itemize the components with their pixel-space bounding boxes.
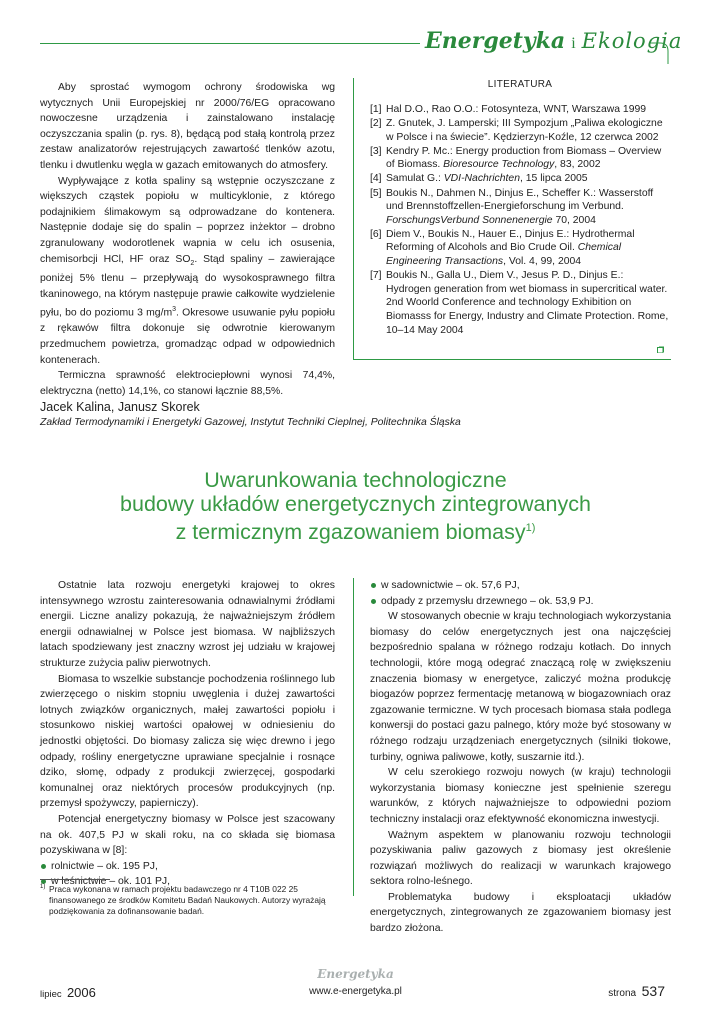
literature-heading: LITERATURA [487, 79, 553, 90]
column-divider-bottom [353, 578, 354, 896]
paragraph: Ważnym aspektem w planowaniu rozwoju technologii pozyskiwania paliw gazowych z biomasy jest określenie rozwiązań możliwych do realizacji w warunkach krajowego sektora rolno-leśnego. [370, 829, 671, 888]
list-item: rolnictwie – ok. 195 PJ, [40, 859, 335, 875]
bullet-list [370, 578, 671, 609]
title-line: z termicznym zgazowaniem biomasy$^{1)}$ [175, 520, 536, 545]
reference-details: , 83, 2002 [554, 159, 601, 171]
list-item: odpady z przemysłu drzewnego – ok. 53,9 PJ. [370, 594, 671, 610]
paragraph: Biomasa to wszelkie substancje pochodzenia roślinnego lub zwierzęcego o niskim stopniu uwęglenia i dużej zawartości lotnych związków organicznych, małej zawartości popiołu i stosunkowo niskiej wartości opałowej w odniesieniu do jednostki objętości. Do biomasy zalicza się więc drewno i jego odpady, rośliny energetyczne uprawiane specjalnie i rosnące dziko, słomę, odpady z produkcji zwierzęcej, gospodarki komunalnej oraz niektórych procesów produkcyjnych (np. przemysł spożywczy, papierniczy). [40, 673, 335, 810]
reference-details: , Vol. 4, 99, 2004 [503, 256, 582, 268]
footer-logo: Energetyka [317, 967, 394, 981]
header-rule [40, 43, 420, 44]
reference-details: , 15 lipca 2005 [519, 173, 588, 185]
issue-date: lipiec 2006 [40, 985, 96, 1000]
reference-text: Boukis N., Dahmen N., Dinjus E., Scheffer K.: Wasserstoff und Brennstoffzellen-Energieforschung im Verbund. [386, 187, 654, 213]
reference-item [370, 269, 670, 337]
brand-word-ekologia: Ekologia [581, 29, 683, 53]
paragraph: Potencjał energetyczny biomasy w Polsce jest szacowany na ok. 407,5 PJ w skali roku, na co składa się biomasa pozyskiwana w [8]: [40, 813, 335, 857]
list-item: w leśnictwie – ok. 101 PJ, [40, 874, 335, 890]
footnote-rule [40, 879, 110, 880]
article-title [40, 468, 671, 544]
reference-source: Bioresource Technology [443, 159, 555, 171]
footer-url[interactable]: www.e-energetyka.pl [309, 986, 402, 997]
article-affiliation: Zakład Termodynamiki i Energetyki Gazowej, Instytut Techniki Cieplnej, Politechnika Śląska [40, 417, 461, 428]
header-curve-decoration [650, 34, 680, 64]
reference-number: [2] [370, 118, 382, 130]
reference-item [370, 117, 670, 144]
references-box-bottom-rule [353, 359, 671, 360]
column-divider-top [353, 78, 354, 359]
paragraph: Aby sprostać wymogom ochrony środowiska wg wytycznych Unii Europejskiej nr 2000/76/EG opracowano nowoczesne urządzenia i zainstalowano instalację oczyszczania spalin (p. rys. 8), będącą pod stałą kontrolą przez zestaw analizatorów rejestrujących zawartość tlenków azotu, tlenku i dwutlenku węgla w gazach emitowanych do atmosfery. [40, 82, 335, 171]
reference-source: Chemical Engineering Transactions [386, 242, 622, 268]
article-column-right [370, 578, 671, 937]
paragraph: W stosowanych obecnie w kraju technologiach wykorzystania biomasy do celów energetycznych jest ona najczęściej bezpośrednio spalana w różnego rodzaju kotłach. Do innych technologii, które mogą odegrać znaczącą rolę w zwiększeniu znaczenia biomasy w energetyce, zaliczyć można produkcję biogazów poprzez fermentację metanową w biogazowniach oraz zgazowanie termiczne. W tych procesach biomasa stała podlega konwersji do postaci gazu palnego, który może być stosowany w różnego rodzaju urządzeniach energetycznych (silniki tłokowe, turbiny, ogniwa paliwowe, kotły, suszarnie itd.). [370, 611, 671, 763]
reference-item [370, 228, 670, 269]
footnote [40, 884, 335, 917]
reference-text: Boukis N., Galla U., Diem V., Jesus P. D., Dinjus E.: Hydrogen generation from wet biomass in supercritical water. 2nd Woorld Conference and technology Exhibition on Biomasss for Energy, Industry and Climate Protection. Rome, 10–14 May 2004 [386, 270, 669, 336]
reference-list [370, 103, 670, 338]
article-column-left [40, 578, 335, 890]
list-item: w sadownictwie – ok. 57,6 PJ, [370, 578, 671, 594]
footnote-mark: 1) [40, 884, 46, 890]
footnote-text: Praca wykonana w ramach projektu badawczego nr 4 T10B 022 25 finansowanego ze środków Komitetu Badań Naukowych. Autorzy wyrażają podziękowania za dofinansowanie badań. [49, 884, 326, 916]
reference-number: [6] [370, 228, 382, 240]
reference-text: Diem V., Boukis N., Hauer E., Dinjus E.: Hydrothermal Reforming of Alcohols and Bio Crude Oil. [386, 228, 635, 254]
title-line: Uwarunkowania technologiczne [204, 468, 507, 492]
reference-number: [4] [370, 173, 382, 185]
reference-number: [3] [370, 145, 382, 157]
title-line: budowy układów energetycznych zintegrowanych [120, 492, 591, 516]
reference-text: Z. Gnutek, J. Lamperski; III Sympozjum „Paliwa ekologiczne w Polsce i na świecie”. Kędzierzyn-Koźle, 12 czerwca 2002 [386, 118, 663, 143]
paragraph: Wypływające z kotła spaliny są wstępnie oczyszczane z większych cząstek popiołu w multicyklonie, z którego podajnikiem ślimakowym są odprowadzane do kontenera. Następnie dodaje się do spalin – poprzez inżektor – drobno zgranulowany wodorotlenek wapnia w celu ich osusenia, chemisorbcji HCl, HF oraz $SO_2$. Stąd spaliny – zawierające poniżej 5% tlenu – przepływają do wysokosprawnego filtra tkaninowego, na którym następuje prawie całkowite wydzielenie pyłu, bo do poziomu 3 $mg/m^3$. Okresowe usuwanie pyłu popiołu z rękawów filtra dokonuje się odwrotnie kierowanym przedmuchem powietrza, gromadząc odpad w odpowiednich kontenerach. [40, 175, 335, 366]
brand-and: i [571, 35, 576, 52]
continued-text-column [40, 80, 335, 399]
brand-word-energetyka: Energetyka [425, 28, 566, 54]
title-footnote-mark: 1) [525, 522, 536, 534]
paragraph: W celu szerokiego rozwoju nowych (w kraju) technologii wykorzystania biomasy konieczne jest spełnienie szeregu warunków, z których najważniejsze to odpowiedni poziom techniczny instalacji oraz efektywność ekonomiczna inwestycji. [370, 767, 671, 825]
reference-number: [1] [370, 104, 382, 115]
reference-item [370, 145, 670, 172]
reference-text: Kendry P. Mc.: Energy production from Biomass – Overview of Biomass. [386, 145, 662, 171]
page-number: strona 537 [608, 983, 665, 999]
paragraph: Problematyka budowy i eksploatacji układów energetycznych, zintegrowanych ze zgazowaniem biomasy jest bardzo złożona. [370, 891, 671, 935]
reference-number: [7] [370, 270, 382, 282]
reference-text: Samulat G.: [386, 173, 444, 185]
reference-source: ForschungsVerbund Sonnenenergie [386, 214, 553, 226]
journal-brand [425, 28, 682, 58]
reference-text: Hal D.O., Rao O.O.: Fotosynteza, WNT, Warszawa 1999 [386, 104, 647, 115]
reference-number: [5] [370, 187, 382, 199]
reference-item [370, 187, 670, 228]
reference-item [370, 172, 670, 186]
paragraph: Ostatnie lata rozwoju energetyki krajowej to okres intensywnego wzrostu zainteresowania odnawialnymi źródłami energii. Liczne analizy pokazują, że najważniejszym źródłem energii odnawialnej w Polsce jest biomasa. W najbliższych latach spodziewany jest znaczny wzrost jej udziału w krajowej strukturze zużycia paliw pierwotnych. [40, 580, 335, 669]
end-of-article-square-icon [657, 346, 664, 353]
reference-item [370, 103, 670, 117]
article-authors: Jacek Kalina, Janusz Skorek [40, 400, 200, 414]
reference-details: 70, 2004 [552, 214, 596, 226]
reference-source: VDI-Nachrichten [443, 173, 520, 185]
paragraph: Termiczna sprawność elektrociepłowni wynosi 74,4%, elektryczna (netto) 14,1%, co stanowi łącznie 88,5%. [40, 370, 335, 397]
